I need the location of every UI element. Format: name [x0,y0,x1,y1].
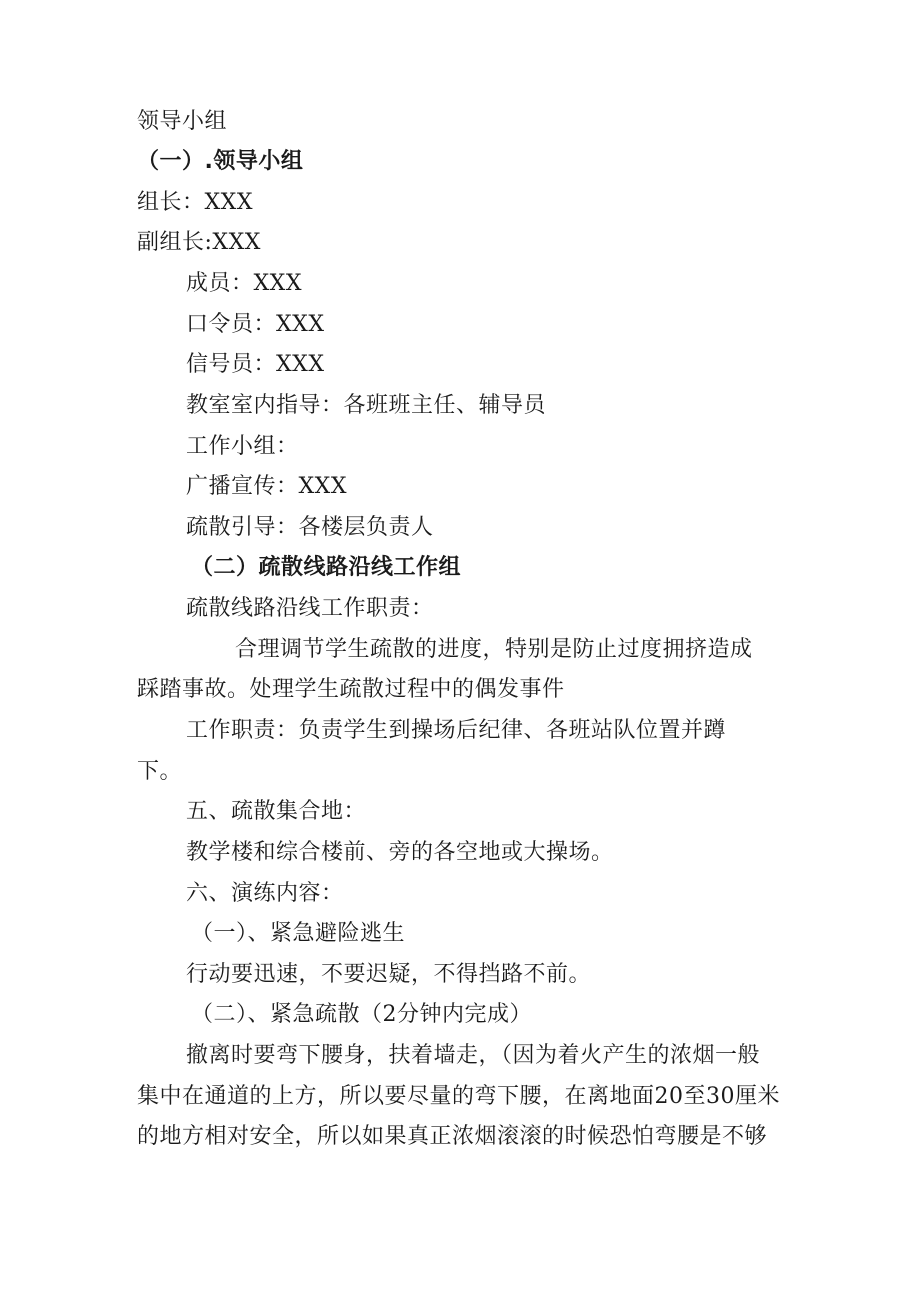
section-title: 领导小组 [137,109,228,134]
subsection-heading-route-group: （二）疏散线路沿线工作组 [191,555,462,580]
section-heading-assembly: 五、疏散集合地： [186,799,367,824]
work-group-line: 工作小组： [186,434,299,459]
members-line: 成员：XXX [186,271,302,296]
paragraph-line: 踩踏事故。处理学生疏散过程中的偶发事件 [137,677,565,702]
classroom-guide-line: 教室室内指导：各班班主任、辅导员 [186,393,547,418]
commander-line: 口令员：XXX [186,312,325,337]
paragraph-line: 下。 [137,759,183,784]
subheading-emergency-escape: （一）、紧急避险逃生 [191,921,406,946]
paragraph-line: 撤离时要弯下腰身，扶着墙走，（因为着火产生的浓烟一般 [186,1043,761,1068]
paragraph-line: 合理调节学生疏散的进度，特别是防止过度拥挤造成 [235,637,753,662]
broadcast-line: 广播宣传：XXX [186,474,347,499]
paragraph-line: 工作职责：负责学生到操场后纪律、各班站队位置并蹲 [186,718,727,743]
leader-line: 组长：XXX [137,190,253,215]
paragraph-line: 的地方相对安全，所以如果真正浓烟滚滚的时候恐怕弯腰是不够 [137,1124,768,1149]
subheading-emergency-evacuation: （二）、紧急疏散（2分钟内完成） [191,1002,532,1027]
route-duties-line: 疏散线路沿线工作职责： [186,596,434,621]
section-heading-drill-content: 六、演练内容： [186,881,344,906]
subsection-heading-leadership: （一）.领导小组 [137,149,304,174]
paragraph-line: 行动要迅速，不要迟疑，不得挡路不前。 [186,962,592,987]
signaler-line: 信号员：XXX [186,352,325,377]
paragraph-line: 集中在通道的上方，所以要尽量的弯下腰，在离地面20至30厘米 [137,1084,780,1109]
assembly-location-line: 教学楼和综合楼前、旁的各空地或大操场。 [186,840,614,865]
evacuation-guide-line: 疏散引导：各楼层负责人 [186,515,434,540]
deputy-leader-line: 副组长:XXX [137,230,261,255]
